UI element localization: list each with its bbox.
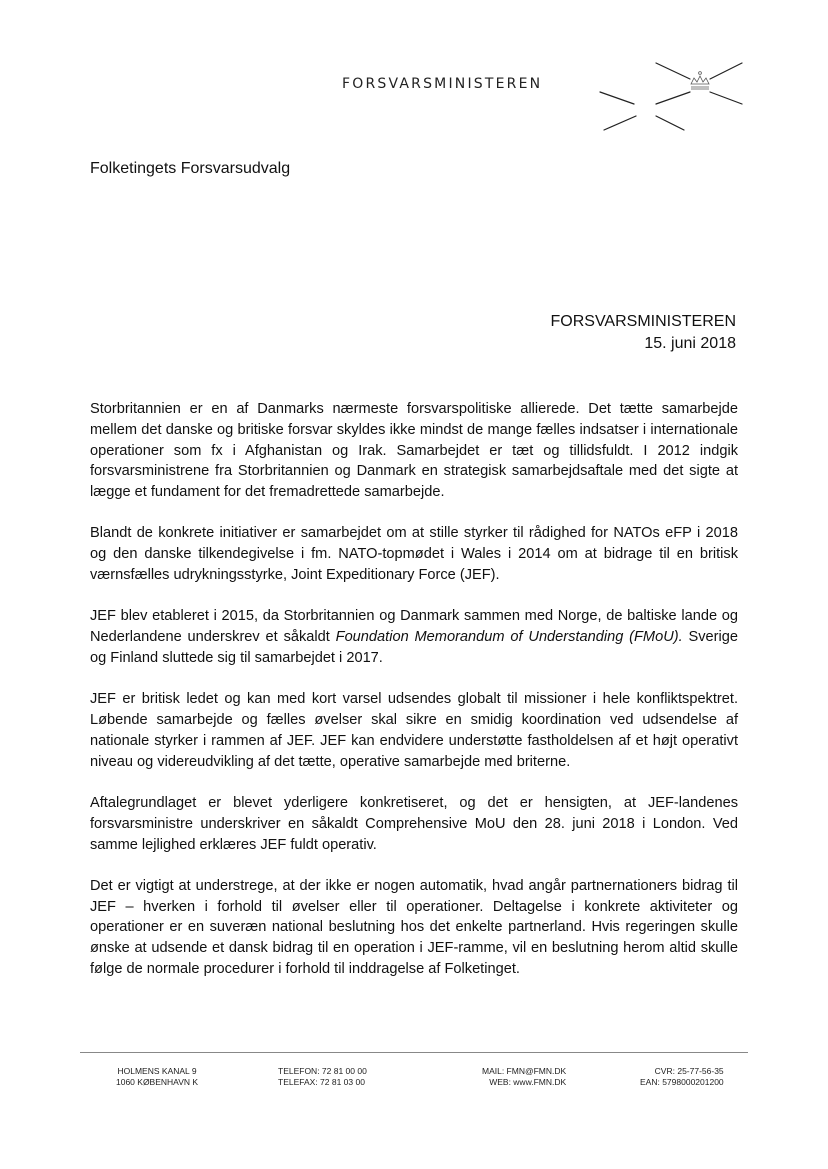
footer-address-line1: HOLMENS KANAL 9 [117, 1066, 197, 1076]
paragraph-3-end: Sverige og Finland sluttede sig til samarbejdet i 2017. [90, 629, 738, 666]
footer-address [116, 1066, 198, 1088]
paragraph-6: Det er vigtigt at understrege, at der ikke er nogen automatik, hvad angår partnernationers bidrag til JEF – hverken i forhold til øvelser eller til operationer. Deltagelse i konkrete aktiviteter og operationer er en suveræn national beslutning hos det enkelte partnerland. Hvis regeringen skulle ønske at udsende et dansk bidrag til en operation i JEF-ramme, vil en beslutning herom altid skulle følge de normale procedurer i forhold til inddragelse af Folketinget. [90, 877, 738, 978]
paragraph-3 [90, 606, 738, 668]
footer-fax: TELEFAX: 72 81 03 00 [278, 1077, 365, 1087]
paragraph-4: JEF er britisk ledet og kan med kort varsel udsendes globalt til missioner i hele konfliktspektret. Løbende samarbejde og fælles øvelser skal sikre en smidig koordination ved udsendelse af nationale styrker i rammen af JEF. JEF kan endvidere understøtte fastholdelsen af et højt operativt niveau og videreudvikling af det tætte, operative samarbejde med briterne. [90, 691, 738, 770]
paragraph-3-start: JEF blev etableret i 2015, da Storbritannien og Danmark sammen med Norge, de baltiske lande og Nederlandene underskrev et såkaldt [90, 608, 738, 646]
paragraph-2: Blandt de konkrete initiativer er samarbejdet om at stille styrker til rådighed for NATOs eFP i 2018 og den danske tilkendegivelse i fm. NATO-topmødet i Wales i 2014 om at bidrage til en britisk værnsfælles udrykningsstyrke, Joint Expeditionary Force (JEF). [90, 525, 738, 584]
sender-block [551, 311, 737, 355]
footer-divider [80, 1052, 748, 1053]
letter-body [90, 399, 738, 1000]
recipient-name: Folketingets Forsvarsudvalg [90, 160, 291, 177]
footer-mail: MAIL: FMN@FMN.DK [482, 1066, 567, 1076]
footer-cvr: CVR: 25-77-56-35 [654, 1066, 724, 1076]
crown-crest-icon [598, 60, 744, 136]
letter-date: 15. juni 2018 [644, 335, 736, 352]
footer-phone: TELEFON: 72 81 00 00 [278, 1066, 367, 1076]
sender-name: FORSVARSMINISTEREN [550, 313, 736, 330]
footer-contact-block [482, 1066, 566, 1088]
footer-phone-block [278, 1066, 367, 1088]
letterhead-ministry-name: FORSVARSMINISTEREN [342, 76, 543, 92]
paragraph-1: Storbritannien er en af Danmarks nærmeste forsvarspolitiske allierede. Det tætte samarbejde mellem det danske og britiske forsvar skyldes ikke mindst de mange fælles indsatser i internationale operationer som fx i Afghanistan og Irak. Samarbejdet er tæt og tillidsfuldt. I 2012 indgik forsvarsministrene fra Storbritannien og Danmark en strategisk samarbejdsaftale med det sigte at lægge et fundament for det fremadrettede samarbejde. [90, 401, 738, 501]
paragraph-5: Aftalegrundlaget er blevet yderligere konkretiseret, og det er hensigten, at JEF-landenes forsvarsministre underskriver en såkaldt Comprehensive MoU den 28. juni 2018 i London. Ved samme lejlighed erklæres JEF fuldt operativ. [90, 794, 738, 853]
paragraph-3-italic: Foundation Memorandum of Understanding (FMoU). [335, 629, 683, 646]
footer-address-line2: 1060 KØBENHAVN K [116, 1077, 199, 1087]
footer-registration-block [640, 1066, 724, 1088]
footer-web: WEB: www.FMN.DK [489, 1077, 567, 1087]
footer-ean: EAN: 5798000201200 [640, 1077, 724, 1087]
